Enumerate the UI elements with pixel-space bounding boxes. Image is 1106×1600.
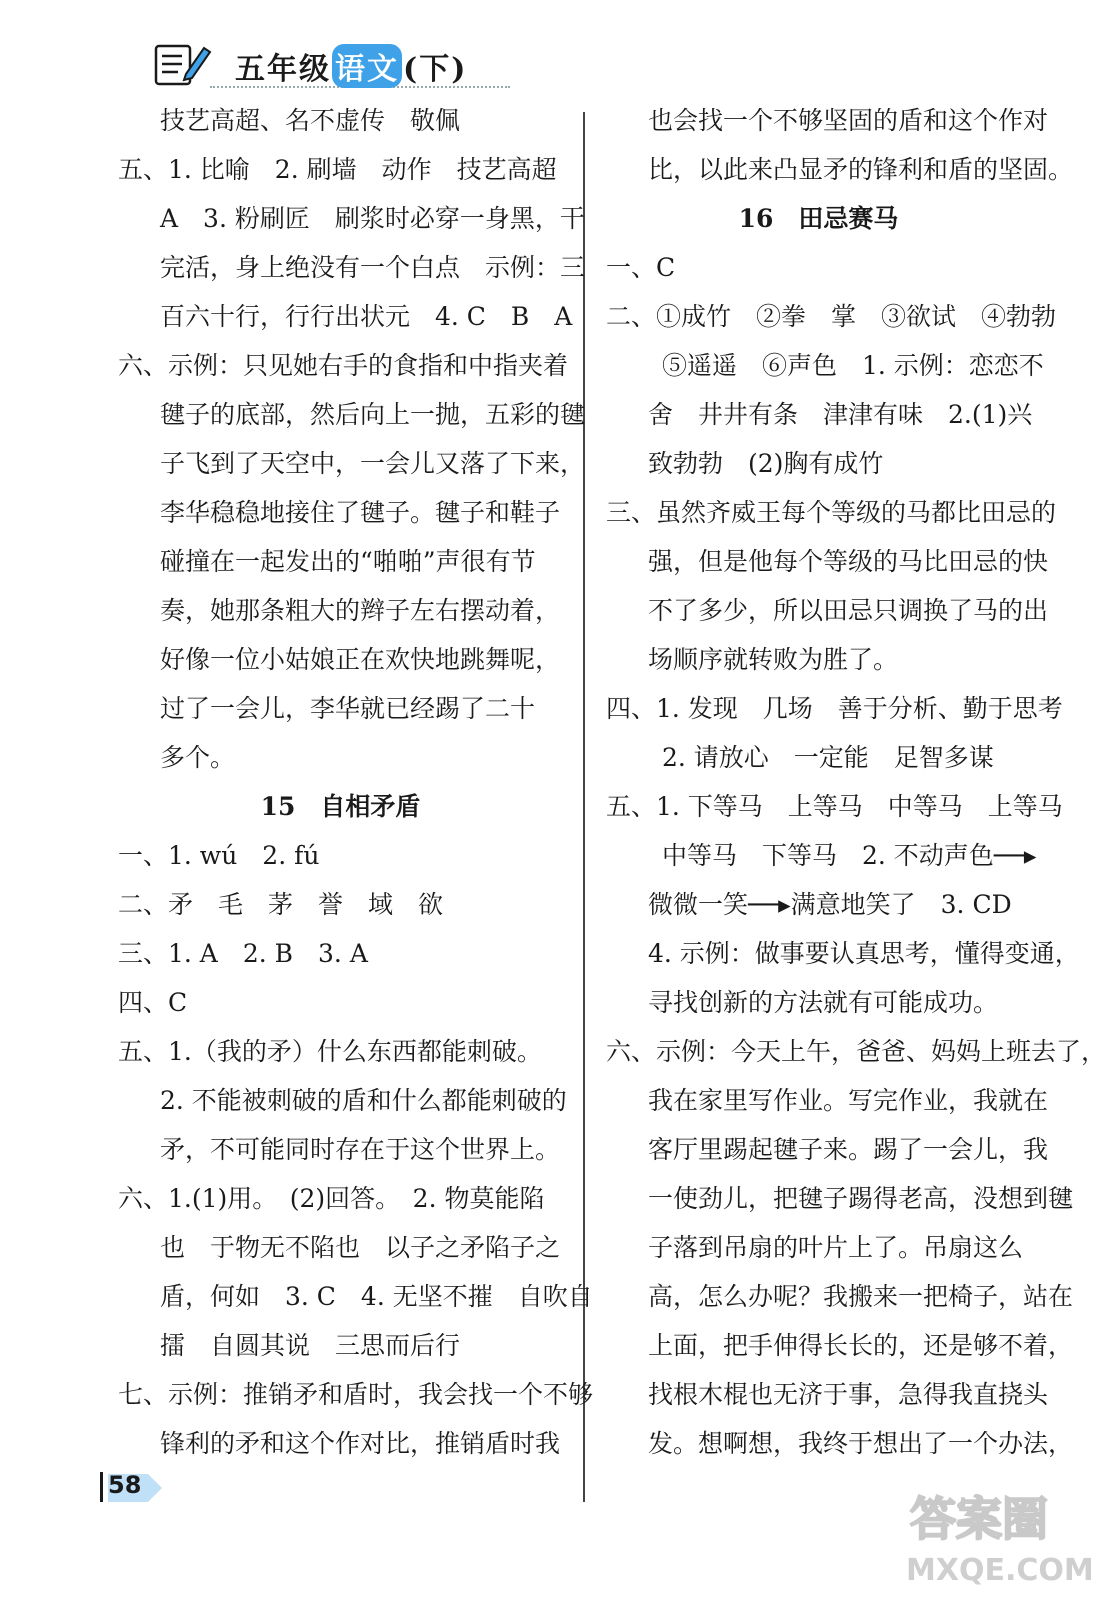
left-column: [118, 96, 594, 1468]
text-line: 奏，她那条粗大的辫子左右摆动着，: [160, 596, 561, 625]
text-line: 二、矛 毛 茅 誉 域 欲: [118, 890, 444, 919]
text-line: 好像一位小姑娘正在欢快地跳舞呢，: [160, 645, 561, 674]
text-line: 五、1. 比喻 2. 刷墙 动作 技艺高超: [118, 155, 557, 184]
text-line: 三、1. A 2. B 3. A: [118, 939, 368, 968]
text-line: 4. 示例：做事要认真思考，懂得变通，: [648, 939, 1080, 968]
watermark-logo: [900, 1480, 1094, 1590]
text-line: 致勃勃 (2)胸有成竹: [648, 449, 884, 478]
text-line: 找根木棍也无济于事，急得我直挠头: [648, 1380, 1049, 1409]
watermark-url: MXQE.COM: [906, 1553, 1094, 1588]
text-line: 场顺序就转败为胜了。: [648, 645, 899, 674]
text-line: 三、虽然齐威王每个等级的马都比田忌的: [606, 498, 1057, 527]
page-number-badge: [100, 1468, 170, 1508]
text-line: 毽子的底部，然后向上一抛，五彩的毽: [160, 400, 586, 429]
text-line: 一、C: [606, 253, 676, 282]
notebook-pencil-icon: [150, 40, 212, 90]
text-line: 李华稳稳地接住了毽子。毽子和鞋子: [160, 498, 561, 527]
page-header: [140, 36, 520, 96]
text-line: 二、①成竹 ②拳 掌 ③欲试 ④勃勃: [606, 302, 1057, 331]
text-line: 百六十行，行行出状元 4. C B A: [160, 302, 573, 331]
text-line: 四、1. 发现 几场 善于分析、勤于思考: [606, 694, 1063, 723]
text-line: 六、示例：今天上午，爸爸、妈妈上班去了，: [606, 1037, 1106, 1066]
watermark-text: 答案圈: [910, 1492, 1048, 1546]
page-number: 58: [108, 1471, 142, 1499]
text-line: 上面，把手伸得长长的，还是够不着，: [648, 1331, 1074, 1360]
text-line: 寻找创新的方法就有可能成功。: [648, 988, 999, 1017]
text-line: 锋利的矛和这个作对比，推销盾时我: [160, 1429, 561, 1458]
text-line: 中等马 下等马 2. 不动声色──▸: [662, 841, 1037, 870]
text-line: 2. 不能被刺破的盾和什么都能刺破的: [160, 1086, 567, 1115]
text-line: 也会找一个不够坚固的盾和这个作对: [648, 106, 1049, 135]
text-line: 完活，身上绝没有一个白点 示例：三: [160, 253, 586, 282]
text-line: 也 于物无不陷也 以子之矛陷子之: [160, 1233, 561, 1262]
text-line: 矛，不可能同时存在于这个世界上。: [160, 1135, 561, 1164]
text-line: 一使劲儿，把毽子踢得老高，没想到毽: [648, 1184, 1074, 1213]
text-line: 子飞到了天空中，一会儿又落了下来，: [160, 449, 586, 478]
text-line: 多个。: [160, 743, 236, 772]
text-line: A 3. 粉刷匠 刷浆时必穿一身黑，干: [160, 204, 585, 233]
page-title: 五年级 语文 (下): [235, 44, 467, 88]
text-line: 客厅里踢起毽子来。踢了一会儿，我: [648, 1135, 1049, 1164]
text-line: 微微一笑──▸满意地笑了 3. CD: [648, 890, 1012, 919]
text-line: 六、示例：只见她右手的食指和中指夹着: [118, 351, 569, 380]
subject-highlight: 语文: [332, 44, 402, 88]
text-line: 擂 自圆其说 三思而后行: [160, 1331, 461, 1360]
text-line: 碰撞在一起发出的“啪啪”声很有节: [160, 547, 536, 576]
text-line: 舍 井井有条 津津有味 2.(1)兴: [648, 400, 1033, 429]
text-line: 强，但是他每个等级的马比田忌的快: [648, 547, 1049, 576]
text-line: 一、1. wú 2. fú: [118, 841, 320, 870]
text-line: 盾，何如 3. C 4. 无坚不摧 自吹自: [160, 1282, 593, 1311]
text-line: 五、1.（我的矛）什么东西都能刺破。: [118, 1037, 542, 1066]
text-line: 七、示例：推销矛和盾时，我会找一个不够: [118, 1380, 594, 1409]
text-line: 四、C: [118, 988, 188, 1017]
text-line: 发。想啊想，我终于想出了一个办法，: [648, 1429, 1074, 1458]
text-line: 不了多少，所以田忌只调换了马的出: [648, 596, 1049, 625]
text-line: 六、1.(1)用。 (2)回答。 2. 物莫能陷: [118, 1184, 545, 1213]
text-line: 五、1. 下等马 上等马 中等马 上等马: [606, 792, 1063, 821]
text-line: 过了一会儿，李华就已经踢了二十: [160, 694, 536, 723]
text-line: ⑤遥遥 ⑥声色 1. 示例：恋恋不: [662, 351, 1044, 380]
section-heading: 16 田忌赛马: [738, 204, 899, 233]
section-heading: 15 自相矛盾: [260, 792, 421, 821]
text-line: 比，以此来凸显矛的锋利和盾的坚固。: [648, 155, 1074, 184]
text-line: 子落到吊扇的叶片上了。吊扇这么: [648, 1233, 1024, 1262]
text-line: 我在家里写作业。写完作业，我就在: [648, 1086, 1049, 1115]
text-line: 高，怎么办呢？我搬来一把椅子，站在: [648, 1282, 1074, 1311]
right-column: [606, 96, 1106, 1468]
text-line: 技艺高超、名不虚传 敬佩: [160, 106, 461, 135]
text-line: 2. 请放心 一定能 足智多谋: [662, 743, 994, 772]
